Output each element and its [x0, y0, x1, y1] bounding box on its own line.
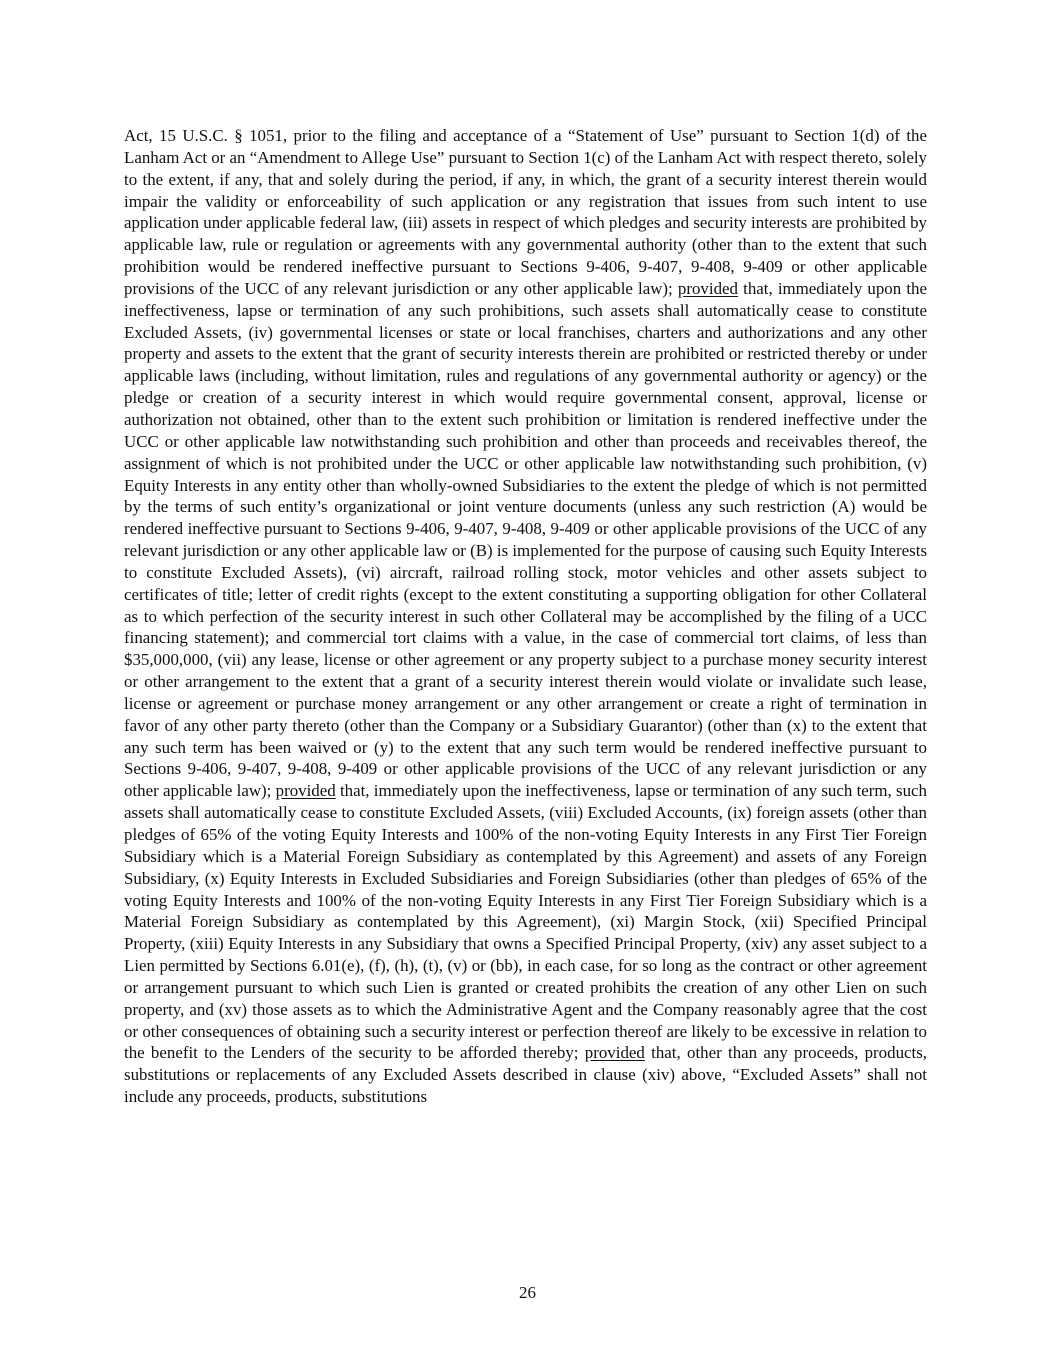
body-paragraph: [124, 125, 927, 1108]
text-segment: that, other than any proceeds, products, substitutions or replacements of any Excluded Assets described in clause (xiv) above, “Excluded Assets” shall not include any proceeds, products, substitutions: [124, 1043, 927, 1107]
text-segment: Act, 15 U.S.C. § 1051, prior to the filing and acceptance of a “Statement of Use” pursuant to Section 1(d) of the Lanham Act or an “Amendment to Allege Use” pursuant to Section 1(c) of the Lanham Act with respect thereto, solely to the extent, if any, that and solely during the period, if any, in which, the grant of a security interest therein would impair the validity or enforceability of such application or any registration that issues from such intent to use application under applicable federal law, (iii) assets in respect of which pledges and security interests are prohibited by applicable law, rule or regulation or agreements with any governmental authority (other than to the extent that such prohibition would be rendered ineffective pursuant to Sections 9-406, 9-407, 9-408, 9-409 or other applicable provisions of the UCC of any relevant jurisdiction or any other applicable law);: [124, 126, 928, 298]
text-segment: that, immediately upon the ineffectiveness, lapse or termination of any such prohibitions, such assets shall automatically cease to constitute Excluded Assets, (iv) governmental licenses or state or local franchises, charters and authorizations and any other property and assets to the extent that the grant of security interests therein are prohibited or restricted thereby or under applicable laws (including, without limitation, rules and regulations of any governmental authority or agency) or the pledge or creation of a security interest in which would require governmental consent, approval, license or authorization not obtained, other than to the extent such prohibition or limitation is rendered ineffective under the UCC or other applicable law notwithstanding such prohibition and other than proceeds and receivables thereof, the assignment of which is not prohibited under the UCC or other applicable law notwithstanding such prohibition, (v) Equity Interests in any entity other than wholly-owned Subsidiaries to the extent the pledge of which is not permitted by the terms of such entity’s organizational or joint venture documents (unless any such restriction (A) would be rendered ineffective pursuant to Sections 9-406, 9-407, 9-408, 9-409 or other applicable provisions of the UCC of any relevant jurisdiction or any other applicable law or (B) is implemented for the purpose of causing such Equity Interests to constitute Excluded Assets), (vi) aircraft, railroad rolling stock, motor vehicles and other assets subject to certificates of title; letter of credit rights (except to the extent constituting a supporting obligation for other Collateral as to which perfection of the security interest in such other Collateral may be accomplished by the filing of a UCC financing statement); and commercial tort claims with a value, in the case of commercial tort claims, of less than $35,000,000, (vii) any lease, license or other agreement or any property subject to a purchase money security interest or other arrangement to the extent that a grant of a security interest therein would violate or invalidate such lease, license or agreement or purchase money arrangement or any other arrangement or create a right of termination in favor of any other party thereto (other than the Company or a Subsidiary Guarantor) (other than (x) to the extent that any such term has been waived or (y) to the extent that any such term would be rendered ineffective pursuant to Sections 9-406, 9-407, 9-408, 9-409 or other applicable provisions of the UCC of any relevant jurisdiction or any other applicable law);: [124, 278, 928, 801]
provided-underlined-term: provided: [584, 1043, 645, 1063]
page-number: 26: [519, 1283, 536, 1302]
text-segment: that, immediately upon the ineffectiveness, lapse or termination of any such term, such assets shall automatically cease to constitute Excluded Assets, (viii) Excluded Accounts, (ix) foreign assets (other than pledges of 65% of the voting Equity Interests and 100% of the non-voting Equity Interests in any First Tier Foreign Subsidiary which is a Material Foreign Subsidiary as contemplated by this Agreement) and assets of any Foreign Subsidiary, (x) Equity Interests in Excluded Subsidiaries and Foreign Subsidiaries (other than pledges of 65% of the voting Equity Interests and 100% of the non-voting Equity Interests in any First Tier Foreign Subsidiary which is a Material Foreign Subsidiary as contemplated by this Agreement), (xi) Margin Stock, (xii) Specified Principal Property, (xiii) Equity Interests in any Subsidiary that owns a Specified Principal Property, (xiv) any asset subject to a Lien permitted by Sections 6.01(e), (f), (h), (t), (v) or (bb), in each case, for so long as the contract or other agreement or arrangement pursuant to which such Lien is granted or created prohibits the creation of any other Lien on such property, and (xv) those assets as to which the Administrative Agent and the Company reasonably agree that the cost or other consequences of obtaining such a security interest or perfection thereof are likely to be excessive in relation to the benefit to the Lenders of the security to be afforded thereby;: [124, 781, 927, 1063]
provided-underlined-term: provided: [275, 781, 336, 801]
provided-underlined-term: provided: [677, 278, 738, 298]
